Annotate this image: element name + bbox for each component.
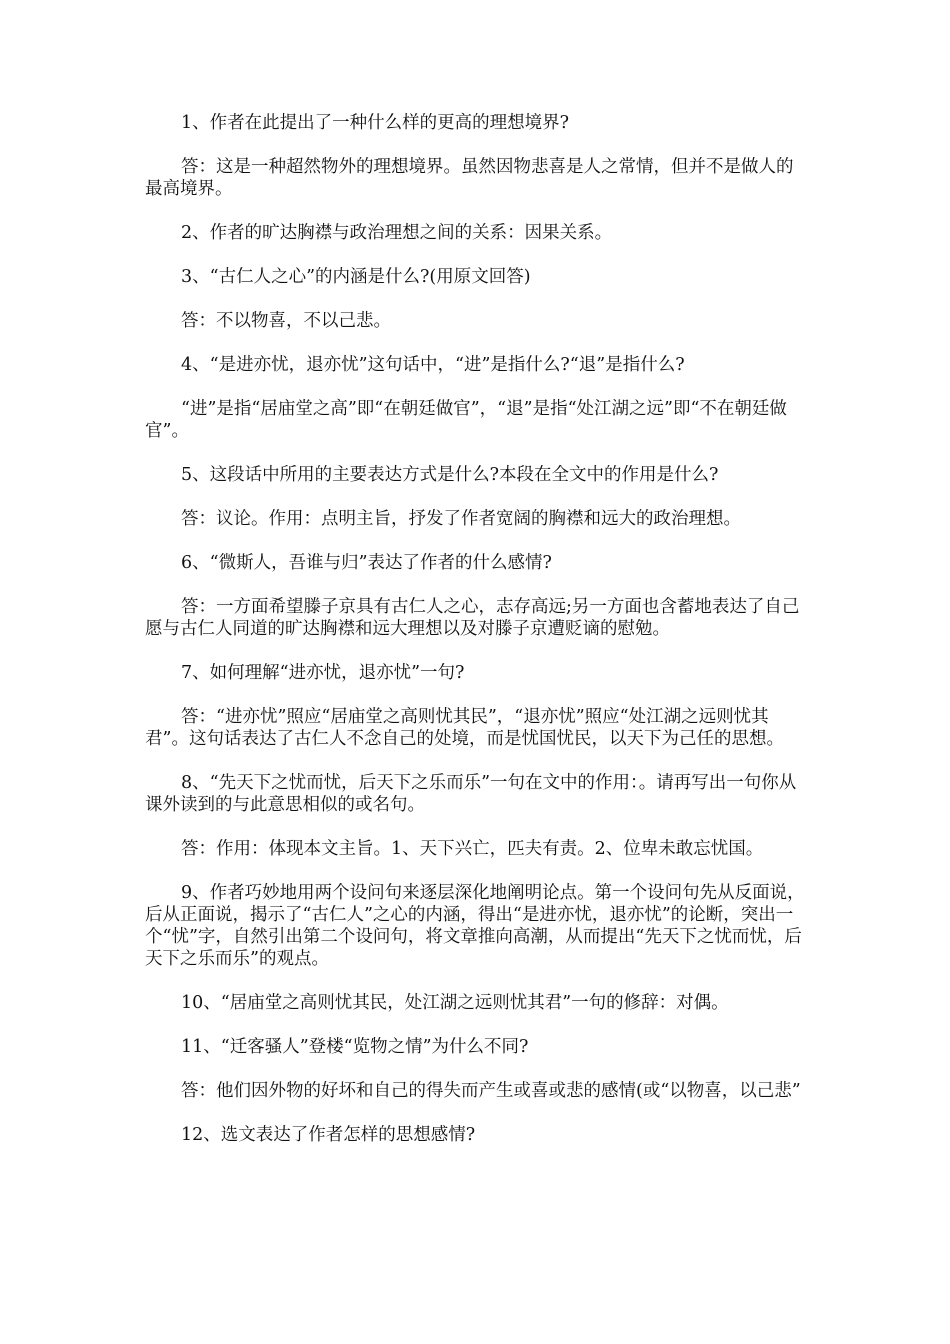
answer-7: 答：“进亦忧”照应“居庙堂之高则忧其民”，“退亦忧”照应“处江湖之远则忧其君”。这句话表达了古仁人不念自己的处境，而是忧国忧民，以天下为己任的思想。 xyxy=(145,707,784,749)
answer-1: 答：这是一种超然物外的理想境界。虽然因物悲喜是人之常情，但并不是做人的最高境界。 xyxy=(145,157,794,199)
answer-4: “进”是指“居庙堂之高”即“在朝廷做官”，“退”是指“处江湖之远”即“不在朝廷做官”。 xyxy=(145,399,787,441)
question-12: 12、选文表达了作者怎样的思想感情? xyxy=(181,1125,476,1145)
question-1: 1、作者在此提出了一种什么样的更高的理想境界? xyxy=(181,113,570,133)
answer-8: 答：作用：体现本文主旨。1、天下兴亡，匹夫有责。2、位卑未敢忘忧国。 xyxy=(181,839,764,859)
question-11: 11、“迁客骚人”登楼“览物之情”为什么不同? xyxy=(181,1037,529,1057)
question-4: 4、“是进亦忧，退亦忧”这句话中，“进”是指什么?“退”是指什么? xyxy=(181,355,685,375)
question-3: 3、“古仁人之心”的内涵是什么?(用原文回答) xyxy=(181,267,531,287)
question-2: 2、作者的旷达胸襟与政治理想之间的关系：因果关系。 xyxy=(181,223,613,243)
answer-11: 答：他们因外物的好坏和自己的得失而产生或喜或悲的感情(或“以物喜，以己悲” xyxy=(181,1081,801,1101)
answer-3: 答：不以物喜，不以己悲。 xyxy=(181,311,391,331)
question-6: 6、“微斯人，吾谁与归”表达了作者的什么感情? xyxy=(181,553,552,573)
answer-5: 答：议论。作用：点明主旨，抒发了作者宽阔的胸襟和远大的政治理想。 xyxy=(181,509,741,529)
question-9: 9、作者巧妙地用两个设问句来逐层深化地阐明论点。第一个设问句先从反面说，后从正面说，揭示了“古仁人”之心的内涵，得出“是进亦忧，退亦忧”的论断，突出一个“忧”字，自然引出第二个设问句，将文章推向高潮，从而提出“先天下之忧而忧，后天下之乐而乐”的观点。 xyxy=(145,883,805,969)
question-7: 7、如何理解“进亦忧，退亦忧”一句? xyxy=(181,663,465,683)
answer-6: 答：一方面希望滕子京具有古仁人之心，志存高远;另一方面也含蓄地表达了自己愿与古仁人同道的旷达胸襟和远大理想以及对滕子京遭贬谪的慰勉。 xyxy=(145,597,800,639)
document-body xyxy=(145,112,810,1168)
question-10: 10、“居庙堂之高则忧其民，处江湖之远则忧其君”一句的修辞：对偶。 xyxy=(181,993,729,1013)
question-5: 5、这段话中所用的主要表达方式是什么?本段在全文中的作用是什么? xyxy=(181,465,719,485)
question-8: 8、“先天下之忧而忧，后天下之乐而乐”一句在文中的作用：。请再写出一句你从课外读到的与此意思相似的或名句。 xyxy=(145,773,797,815)
